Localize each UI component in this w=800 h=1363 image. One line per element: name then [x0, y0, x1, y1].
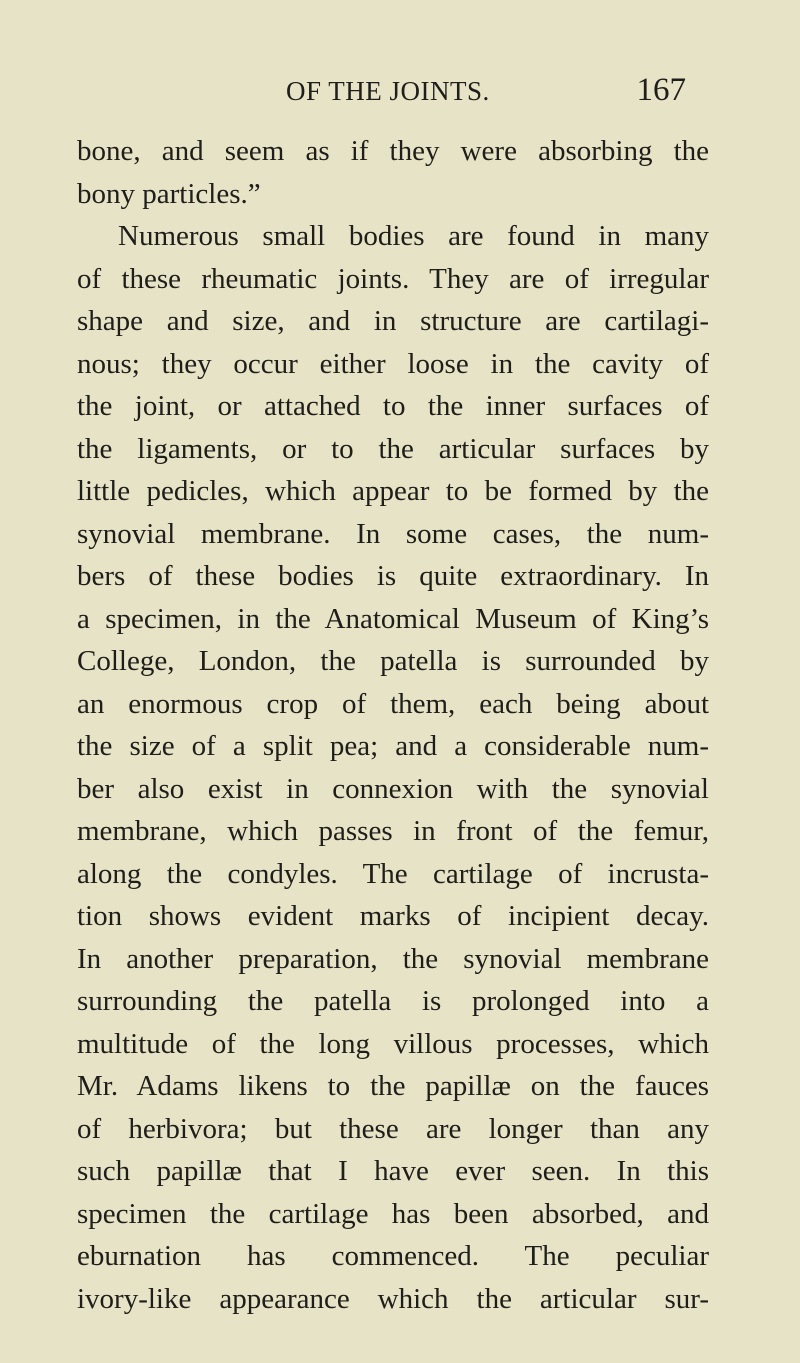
text-line: the joint, or attached to the inner surfaces of: [77, 390, 709, 422]
text-line: nous; they occur either loose in the cavity of: [77, 347, 709, 380]
text-line: little pedicles, which appear to be formed by the: [77, 475, 709, 507]
text-line: the ligaments, or to the articular surfaces by: [77, 432, 709, 465]
text-line: membrane, which passes in front of the femur,: [77, 815, 709, 847]
text-line: shape and size, and in structure are cartilagi-: [77, 305, 709, 337]
text-line: bers of these bodies is quite extraordinary. In: [77, 560, 709, 592]
text-line: tion shows evident marks of incipient decay.: [77, 900, 709, 932]
text-line: multitude of the long villous processes, which: [77, 1027, 709, 1060]
running-head: [286, 72, 686, 116]
text-line: Numerous small bodies are found in many: [118, 220, 709, 252]
text-line: Mr. Adams likens to the papillæ on the fauces: [77, 1070, 709, 1102]
text-line: synovial membrane. In some cases, the num-: [77, 517, 709, 550]
text-line: of these rheumatic joints. They are of irregular: [77, 262, 709, 295]
text-line: eburnation has commenced. The peculiar: [77, 1240, 709, 1272]
text-line: the size of a split pea; and a considerable num-: [77, 730, 709, 762]
text-line: of herbivora; but these are longer than any: [77, 1112, 709, 1145]
text-line: such papillæ that I have ever seen. In this: [77, 1155, 709, 1187]
body-text: [77, 130, 709, 1320]
text-line: ivory-like appearance which the articular sur-: [77, 1282, 709, 1315]
text-line: specimen the cartilage has been absorbed, and: [77, 1197, 709, 1230]
text-line: College, London, the patella is surrounded by: [77, 645, 709, 677]
text-line: In another preparation, the synovial membrane: [77, 942, 709, 975]
text-line: along the condyles. The cartilage of incrusta-: [77, 857, 709, 890]
page-number: 167: [636, 72, 686, 108]
text-line: ber also exist in connexion with the synovial: [77, 772, 709, 805]
running-title: OF THE JOINTS.: [286, 76, 490, 106]
text-line: an enormous crop of them, each being about: [77, 687, 709, 720]
text-line: a specimen, in the Anatomical Museum of King’s: [77, 602, 709, 635]
text-line: surrounding the patella is prolonged into a: [77, 985, 709, 1017]
text-line: bone, and seem as if they were absorbing the: [77, 135, 709, 167]
text-line: bony particles.”: [77, 177, 261, 210]
